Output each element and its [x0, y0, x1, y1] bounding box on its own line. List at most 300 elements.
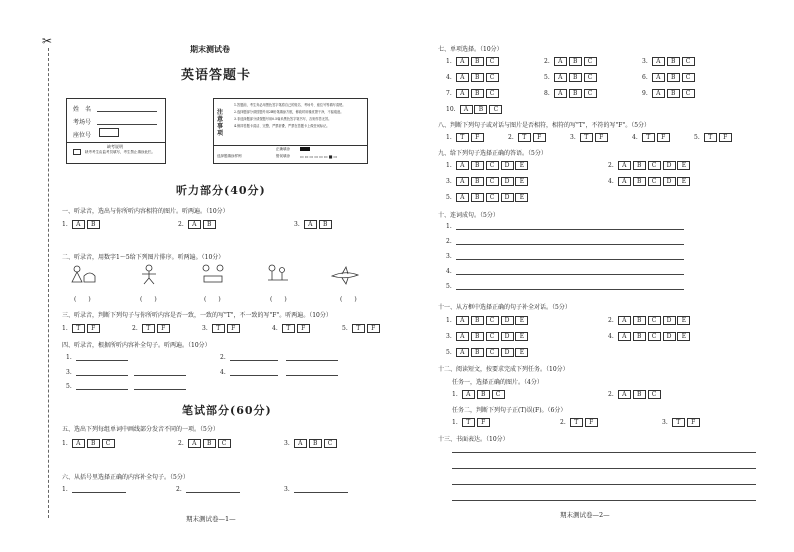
option-box[interactable]: C [492, 390, 505, 399]
option-box[interactable]: C [486, 57, 499, 66]
q1-item-2 [178, 220, 216, 229]
option-box[interactable]: F [595, 133, 608, 142]
option-box[interactable]: A [554, 57, 567, 66]
q3-item-4 [272, 324, 310, 333]
option-box[interactable]: B [569, 89, 582, 98]
option-box[interactable]: A [456, 332, 469, 341]
option-box[interactable]: A [554, 73, 567, 82]
q5-item-1 [62, 439, 115, 448]
q7-item-7 [446, 89, 499, 98]
option-box[interactable]: B [667, 57, 680, 66]
option-box[interactable]: B [667, 73, 680, 82]
option-box[interactable]: C [648, 177, 661, 186]
q4-answer-line[interactable] [286, 375, 338, 376]
note-item: 4.保持答题卡清洁、完整，严禁折叠，严禁在答题卡上做任何标记。 [234, 124, 330, 128]
q2-blank[interactable]: ( ) [204, 296, 221, 303]
option-box[interactable]: C [682, 89, 695, 98]
item-number: 2. [178, 221, 184, 228]
item-number: 7. [446, 90, 452, 97]
q9-answers [446, 161, 746, 205]
q12-task2: 任务二，判断下列句子正(T)误(F)。（6分） [452, 407, 567, 414]
option-box[interactable]: A [618, 177, 631, 186]
q6-instruction: 六、从括号里选择正确的内容补全句子。（5分） [62, 474, 189, 481]
listening-heading: 听力部分(40分) [176, 184, 266, 197]
q6-number: 2. [176, 486, 182, 493]
option-box[interactable]: E [515, 332, 528, 341]
q11-answers [446, 316, 746, 360]
choose-sample-label: 选择题填涂样例 [217, 154, 242, 158]
option-box[interactable]: A [652, 73, 665, 82]
stamp-text: 缺考考生由监考员填写，考生禁止填涂此栏。 [85, 150, 155, 154]
option-box[interactable]: F [157, 324, 170, 333]
option-box[interactable]: D [501, 316, 514, 325]
option-box[interactable]: D [501, 332, 514, 341]
option-box[interactable]: E [515, 316, 528, 325]
absent-checkbox[interactable] [73, 149, 81, 155]
option-box[interactable]: B [471, 177, 484, 186]
q8-instruction: 八、判断下列句子或对话与图片是否相符，相符的写"T"，不符的写"F"。（5分） [438, 122, 651, 129]
option-box[interactable]: B [471, 348, 484, 357]
option-box[interactable]: B [569, 57, 582, 66]
q9-instruction: 九、给下列句子选择正确的答语。（5分） [438, 150, 547, 157]
option-box[interactable]: A [652, 57, 665, 66]
q13-writing-line[interactable] [452, 452, 756, 453]
option-box[interactable]: C [648, 316, 661, 325]
option-box[interactable]: A [460, 105, 473, 114]
item-number: 4. [608, 333, 614, 340]
q2-blank[interactable]: ( ) [270, 296, 287, 303]
q8-item-2 [508, 133, 546, 142]
q2-blank[interactable]: ( ) [340, 296, 357, 303]
option-box[interactable]: F [87, 324, 100, 333]
option-box[interactable]: E [677, 316, 690, 325]
item-number: 1. [452, 391, 458, 398]
q6-number: 3. [284, 486, 290, 493]
item-number: 1. [62, 440, 68, 447]
option-box[interactable]: A [188, 439, 201, 448]
option-box[interactable]: A [618, 332, 631, 341]
item-number: 5. [694, 134, 700, 141]
q3-item-2 [132, 324, 170, 333]
option-box[interactable]: A [456, 193, 469, 202]
option-box[interactable]: D [501, 177, 514, 186]
q11-item-5 [446, 348, 528, 357]
q4-number: 3. [66, 369, 72, 376]
option-box[interactable]: D [663, 161, 676, 170]
cut-line [48, 48, 49, 518]
option-box[interactable]: A [456, 57, 469, 66]
option-box[interactable]: A [294, 439, 307, 448]
option-box[interactable]: E [677, 161, 690, 170]
item-number: 2. [608, 317, 614, 324]
item-number: 3. [642, 58, 648, 65]
option-box[interactable]: B [471, 161, 484, 170]
option-box[interactable]: T [672, 418, 685, 427]
item-number: 5. [544, 74, 550, 81]
q7-answers [446, 57, 746, 117]
item-number: 2. [132, 325, 138, 332]
option-box[interactable]: D [501, 161, 514, 170]
item-number: 2. [508, 134, 514, 141]
option-box[interactable]: F [477, 418, 490, 427]
option-box[interactable]: A [618, 316, 631, 325]
option-box[interactable]: B [309, 439, 322, 448]
option-box[interactable]: E [515, 177, 528, 186]
q9-item-4 [608, 177, 690, 186]
q4-number: 5. [66, 383, 72, 390]
note-item: 2.选择题部分请按题号用2B铅笔填涂方框，修改时用橡皮擦干净，不留痕迹。 [234, 110, 344, 114]
people-cooking-picture [198, 264, 228, 286]
option-box[interactable]: B [87, 439, 100, 448]
option-box[interactable]: T [212, 324, 225, 333]
q13-instruction: 十三、书面表达。（10分） [438, 436, 509, 443]
q4-answer-line[interactable] [76, 360, 128, 361]
q3-item-1 [62, 324, 100, 333]
option-box[interactable]: C [486, 161, 499, 170]
option-box[interactable]: C [682, 57, 695, 66]
item-number: 5. [446, 349, 452, 356]
option-box[interactable]: C [486, 177, 499, 186]
q4-number: 1. [66, 354, 72, 361]
q4-number: 4. [220, 369, 226, 376]
option-box[interactable]: E [515, 193, 528, 202]
option-box[interactable]: A [462, 390, 475, 399]
item-number: 5. [342, 325, 348, 332]
q4-answer-line[interactable] [230, 360, 278, 361]
q12-task2-item-1 [452, 418, 490, 427]
q1-item-1 [62, 220, 100, 229]
item-number: 4. [272, 325, 278, 332]
option-box[interactable]: T [282, 324, 295, 333]
fill-label: 正确填涂 [276, 147, 290, 151]
option-box[interactable]: A [652, 89, 665, 98]
option-box[interactable]: A [72, 220, 85, 229]
student-info-box [66, 98, 166, 164]
option-box[interactable]: B [477, 390, 490, 399]
exam-no-field[interactable] [97, 124, 157, 125]
left-footer: 期末测试卷—1— [186, 515, 236, 523]
q12-task1-item-2 [608, 390, 661, 399]
option-box[interactable]: B [633, 316, 646, 325]
q11-item-3 [446, 332, 528, 341]
item-number: 2. [560, 419, 566, 426]
q4-answer-line[interactable] [134, 389, 186, 390]
option-box[interactable]: F [227, 324, 240, 333]
option-box[interactable]: D [663, 177, 676, 186]
option-box[interactable]: C [648, 161, 661, 170]
option-box[interactable]: F [585, 418, 598, 427]
q4-answer-line[interactable] [286, 360, 338, 361]
option-box[interactable]: B [471, 332, 484, 341]
q10-number: 1. [446, 223, 452, 230]
q3-instruction: 三、听录音，判断下列句子与你所听内容是否一致，一致的写"T"，不一致的写"F"。听两遍。（10分） [62, 312, 332, 319]
option-box[interactable]: C [648, 390, 661, 399]
q5-item-3 [284, 439, 337, 448]
option-box[interactable]: A [456, 348, 469, 357]
option-box[interactable]: T [704, 133, 717, 142]
option-box[interactable]: C [486, 73, 499, 82]
option-box[interactable]: B [633, 332, 646, 341]
q10-number: 2. [446, 238, 452, 245]
answer-card-title: 英语答题卡 [181, 68, 252, 83]
option-box[interactable]: E [515, 348, 528, 357]
option-box[interactable]: E [677, 177, 690, 186]
q4-answer-line[interactable] [76, 389, 128, 390]
item-number: 4. [608, 178, 614, 185]
option-box[interactable]: F [533, 133, 546, 142]
q11-item-2 [608, 316, 690, 325]
option-box[interactable]: T [462, 418, 475, 427]
option-box[interactable]: T [570, 418, 583, 427]
q5-item-2 [178, 439, 231, 448]
option-box[interactable]: C [486, 193, 499, 202]
option-box[interactable]: B [203, 220, 216, 229]
q10-answer-line[interactable] [456, 259, 684, 260]
option-box[interactable]: T [642, 133, 655, 142]
right-footer: 期末测试卷—2— [560, 511, 610, 519]
option-box[interactable]: B [633, 390, 646, 399]
option-box[interactable]: A [188, 220, 201, 229]
boy-playing-picture [134, 264, 164, 286]
option-box[interactable]: B [474, 105, 487, 114]
q12-task1: 任务一，选择正确的图片。（4分） [452, 379, 543, 386]
q12-task2-item-3 [662, 418, 700, 427]
q2-instruction: 二、听录音，用数字1～5给下列图片排序。听两遍。（10分） [62, 254, 225, 261]
q6-answer-line[interactable] [72, 492, 126, 493]
q10-number: 5. [446, 283, 452, 290]
q1-instruction: 一、听录音，选出与你所听内容相符的图片。听两遍。（10分） [62, 208, 229, 215]
option-box[interactable]: F [471, 133, 484, 142]
option-box[interactable]: C [489, 105, 502, 114]
item-number: 1. [62, 221, 68, 228]
option-box[interactable]: T [142, 324, 155, 333]
option-box[interactable]: B [569, 73, 582, 82]
q2-pictures [68, 264, 368, 304]
option-box[interactable]: T [518, 133, 531, 142]
item-number: 8. [544, 90, 550, 97]
option-box[interactable]: A [618, 390, 631, 399]
q7-item-6 [642, 73, 695, 82]
option-box[interactable]: C [486, 348, 499, 357]
option-box[interactable]: B [319, 220, 332, 229]
option-box[interactable]: B [471, 89, 484, 98]
scissors-icon: ✂ [42, 34, 53, 48]
airplane-picture [330, 264, 360, 286]
q10-number: 3. [446, 253, 452, 260]
item-number: 10. [446, 106, 456, 113]
q7-item-10 [446, 105, 502, 114]
item-number: 4. [446, 74, 452, 81]
item-number: 3. [284, 440, 290, 447]
option-box[interactable]: B [471, 316, 484, 325]
seat-label: 座位号 [73, 132, 92, 139]
seat-field[interactable] [99, 128, 119, 137]
option-box[interactable]: D [663, 332, 676, 341]
option-box[interactable]: E [677, 332, 690, 341]
option-box[interactable]: F [297, 324, 310, 333]
exam-no-label: 考场号 [73, 119, 92, 126]
option-box[interactable]: A [72, 439, 85, 448]
q4-number: 2. [220, 354, 226, 361]
girl-reading-picture [68, 264, 98, 286]
option-box[interactable]: T [72, 324, 85, 333]
item-number: 9. [642, 90, 648, 97]
q13-writing-line[interactable] [452, 500, 756, 501]
option-box[interactable]: C [102, 439, 115, 448]
q9-item-3 [446, 177, 528, 186]
exam-title: 期末测试卷 [190, 44, 230, 54]
option-box[interactable]: B [633, 161, 646, 170]
q9-item-5 [446, 193, 528, 202]
q3-item-5 [342, 324, 380, 333]
option-box[interactable]: D [501, 348, 514, 357]
q7-item-2 [544, 57, 597, 66]
name-field[interactable] [97, 111, 157, 112]
q10-answer-line[interactable] [456, 244, 684, 245]
item-number: 3. [662, 419, 668, 426]
option-box[interactable]: A [456, 73, 469, 82]
item-number: 2. [608, 391, 614, 398]
q12-task1-item-1 [452, 390, 505, 399]
option-box[interactable]: A [618, 161, 631, 170]
option-box[interactable]: T [456, 133, 469, 142]
name-label: 姓 名 [73, 106, 92, 113]
option-box[interactable]: A [304, 220, 317, 229]
q9-item-2 [608, 161, 690, 170]
q10-instruction: 十、连词成句。（5分） [438, 212, 499, 219]
q6-number: 1. [62, 486, 68, 493]
q11-item-1 [446, 316, 528, 325]
option-box[interactable]: B [471, 73, 484, 82]
q12-task2-item-2 [560, 418, 598, 427]
option-box[interactable]: B [471, 193, 484, 202]
notes-title: 注意事项 [217, 109, 224, 137]
item-number: 1. [62, 325, 68, 332]
q1-item-3 [294, 220, 332, 229]
option-box[interactable]: B [203, 439, 216, 448]
item-number: 3. [446, 333, 452, 340]
item-number: 2. [544, 58, 550, 65]
item-number: 2. [178, 440, 184, 447]
q10-answer-line[interactable] [456, 289, 684, 290]
option-box[interactable]: E [515, 161, 528, 170]
item-number: 2. [608, 162, 614, 169]
option-box[interactable]: C [584, 73, 597, 82]
item-number: 1. [446, 58, 452, 65]
q8-item-5 [694, 133, 732, 142]
option-box[interactable]: C [648, 332, 661, 341]
q4-answer-line[interactable] [230, 375, 278, 376]
option-box[interactable]: T [580, 133, 593, 142]
q11-instruction: 十一、从方框中选择正确的句子补全对话。（5分） [438, 304, 571, 311]
item-number: 1. [446, 134, 452, 141]
q5-instruction: 五、选出下列每组单词中画线部分发音不同的一项。（5分） [62, 426, 219, 433]
option-box[interactable]: B [87, 220, 100, 229]
correct-fill-sample [300, 147, 310, 151]
option-box[interactable]: A [554, 89, 567, 98]
option-box[interactable]: F [719, 133, 732, 142]
option-box[interactable]: F [367, 324, 380, 333]
item-number: 5. [446, 194, 452, 201]
option-box[interactable]: C [584, 89, 597, 98]
q8-item-4 [632, 133, 670, 142]
option-box[interactable]: C [486, 89, 499, 98]
option-box[interactable]: B [471, 57, 484, 66]
option-box[interactable]: C [218, 439, 231, 448]
q4-answer-line[interactable] [134, 375, 186, 376]
item-number: 3. [570, 134, 576, 141]
q10-answer-line[interactable] [456, 229, 684, 230]
q10-number: 4. [446, 268, 452, 275]
q2-blank[interactable]: ( ) [140, 296, 157, 303]
q6-answer-line[interactable] [294, 492, 348, 493]
q7-item-8 [544, 89, 597, 98]
option-box[interactable]: A [456, 161, 469, 170]
q11-item-4 [608, 332, 690, 341]
option-box[interactable]: A [456, 89, 469, 98]
q3-item-3 [202, 324, 240, 333]
wrong-label: 错误填涂 [276, 154, 290, 158]
option-box[interactable]: A [456, 177, 469, 186]
option-box[interactable]: C [682, 73, 695, 82]
q4-instruction: 四、听录音，根据所听内容补全句子。听两遍。（10分） [62, 342, 211, 349]
item-number: 1. [452, 419, 458, 426]
option-box[interactable]: B [633, 177, 646, 186]
q13-writing-line[interactable] [452, 484, 756, 485]
option-box[interactable]: F [687, 418, 700, 427]
option-box[interactable]: T [352, 324, 365, 333]
option-box[interactable]: C [486, 332, 499, 341]
notes-list [234, 102, 364, 130]
q8-item-3 [570, 133, 608, 142]
q7-item-5 [544, 73, 597, 82]
note-item: 1.答题前，考生务必用黑色签字笔将自己的姓名、考场号、座位号等填写清楚。 [234, 103, 346, 107]
item-number: 6. [642, 74, 648, 81]
note-item: 3.非选择题部分请按题号用0.5毫米黑色签字笔书写，否则作答无效。 [234, 117, 332, 121]
notes-box [213, 98, 368, 164]
q4-answer-line[interactable] [76, 375, 128, 376]
q12-instruction: 十二、阅读短文，按要求完成下列任务。（10分） [438, 366, 569, 373]
item-number: 4. [632, 134, 638, 141]
q7-item-4 [446, 73, 499, 82]
option-box[interactable]: F [657, 133, 670, 142]
item-number: 3. [202, 325, 208, 332]
option-box[interactable]: C [584, 57, 597, 66]
option-box[interactable]: C [486, 316, 499, 325]
q7-instruction: 七、单项选择。（10分） [438, 46, 503, 53]
item-number: 3. [294, 221, 300, 228]
q9-item-1 [446, 161, 528, 170]
wrong-fill-sample: ▭▭▭▭▭▭■▭ [300, 154, 339, 159]
option-box[interactable]: A [456, 316, 469, 325]
option-box[interactable]: C [324, 439, 337, 448]
family-picture [262, 264, 292, 286]
option-box[interactable]: D [501, 193, 514, 202]
item-number: 1. [446, 317, 452, 324]
q7-item-9 [642, 89, 695, 98]
item-number: 1. [446, 162, 452, 169]
q2-blank[interactable]: ( ) [74, 296, 91, 303]
q6-answer-line[interactable] [186, 492, 240, 493]
q10-answer-line[interactable] [456, 274, 684, 275]
q13-writing-line[interactable] [452, 468, 756, 469]
writing-heading: 笔试部分(60分) [182, 404, 272, 417]
q7-item-1 [446, 57, 499, 66]
item-number: 3. [446, 178, 452, 185]
option-box[interactable]: B [667, 89, 680, 98]
option-box[interactable]: D [663, 316, 676, 325]
q8-item-1 [446, 133, 484, 142]
